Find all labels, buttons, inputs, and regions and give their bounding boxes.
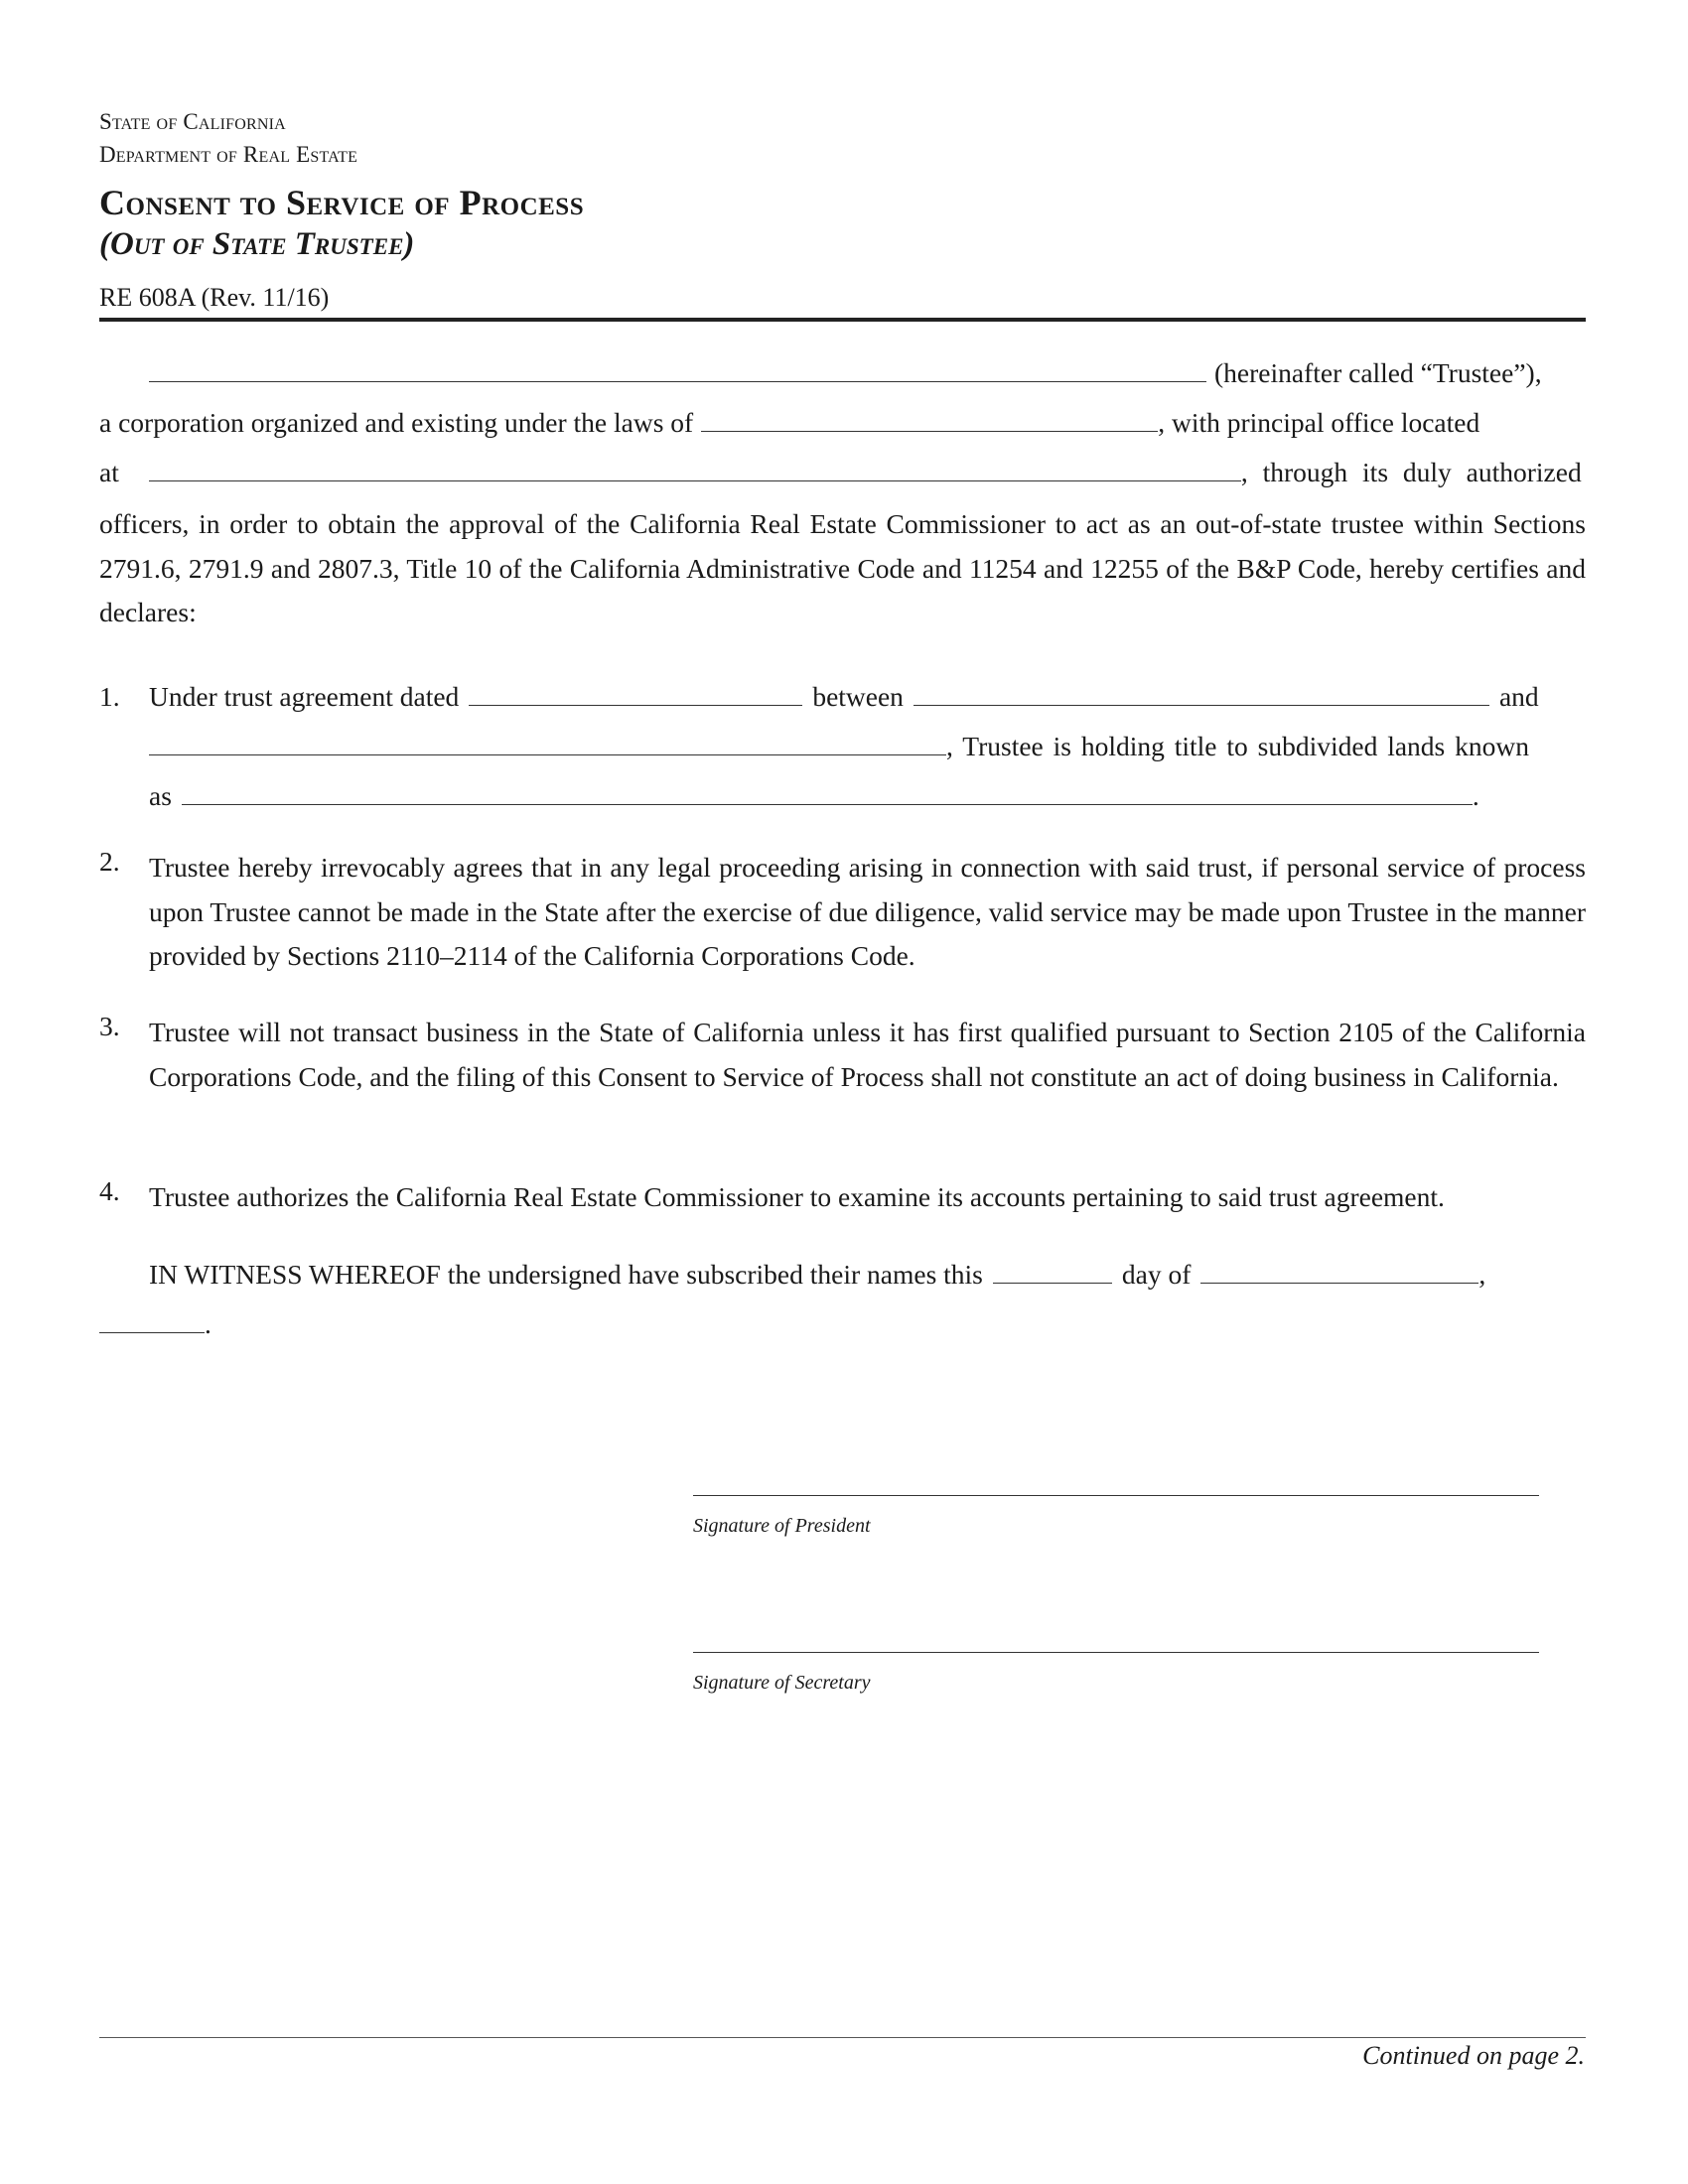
- item-3-number: 3.: [99, 1011, 120, 1041]
- intro-line-1: [149, 357, 1542, 389]
- item-1-line-1: [149, 681, 1539, 713]
- item-1-number: 1.: [99, 681, 120, 712]
- agency-department: Department of Real Estate: [99, 142, 358, 167]
- subdivision-name-field[interactable]: [182, 803, 1473, 805]
- trustee-name-field[interactable]: [149, 380, 1206, 382]
- continued-note: Continued on page 2.: [1362, 2041, 1585, 2070]
- item-1-line-3: [149, 780, 1479, 812]
- witness-text: IN WITNESS WHEREOF the undersigned have subscribed their names this: [149, 1259, 983, 1290]
- and-label: and: [1498, 681, 1539, 712]
- witness-period: .: [205, 1308, 211, 1339]
- item-1-line-2: [149, 731, 1529, 762]
- item-2-number: 2.: [99, 846, 120, 877]
- party-one-field[interactable]: [914, 704, 1489, 706]
- agency-block: [99, 105, 357, 171]
- party-two-field[interactable]: [149, 753, 946, 755]
- trust-date-field[interactable]: [469, 704, 802, 706]
- form-number: RE 608A (Rev. 11/16): [99, 283, 330, 312]
- item-1-period: .: [1472, 780, 1479, 811]
- day-of-label: day of: [1121, 1259, 1192, 1290]
- at-label: at: [99, 457, 119, 487]
- president-signature-line[interactable]: [693, 1495, 1539, 1496]
- item-4-number: 4.: [99, 1175, 120, 1206]
- witness-year-line: [99, 1308, 211, 1340]
- intro-line-2: [99, 407, 1479, 439]
- as-label: as: [149, 780, 172, 811]
- witness-line: [149, 1259, 1485, 1291]
- through-text: , through its duly authorized: [1240, 457, 1582, 487]
- witness-day-field[interactable]: [993, 1282, 1112, 1284]
- intro-body: officers, in order to obtain the approval of the California Real Estate Commissioner to act as an out-of-state trustee within Sections 2791.6, 2791.9 and 2807.3, Title 10 of the California Administrative Code and 11254 and 12255 of the B&P Code, hereby certifies and declares:: [99, 508, 1586, 627]
- secretary-signature-line[interactable]: [693, 1652, 1539, 1653]
- item-2-text: Trustee hereby irrevocably agrees that in any legal proceeding arising in connection with said trust, if personal service of process upon Trustee cannot be made in the State after the exercise of due diligence, valid service may be made upon Trustee in the manner provided by Sections 2110–2114 of the California Corporations Code.: [149, 852, 1586, 971]
- footer-rule: [99, 2037, 1586, 2038]
- witness-month-field[interactable]: [1200, 1282, 1478, 1284]
- item-4-text: Trustee authorizes the California Real Estate Commissioner to examine its accounts pertaining to said trust agreement.: [149, 1181, 1445, 1212]
- trust-dated-label: Under trust agreement dated: [149, 681, 460, 712]
- intro-line-3: [99, 457, 1582, 488]
- state-of-incorporation-field[interactable]: [701, 430, 1158, 432]
- between-label: between: [812, 681, 904, 712]
- principal-office-address-field[interactable]: [149, 479, 1241, 481]
- hereinafter-text: (hereinafter called “Trustee”),: [1214, 357, 1542, 388]
- agency-state: State of California: [99, 109, 286, 134]
- president-signature-label: Signature of President: [693, 1515, 871, 1537]
- header-rule: [99, 318, 1586, 322]
- witness-year-field[interactable]: [99, 1331, 205, 1333]
- item-3-text: Trustee will not transact business in the State of California unless it has first qualified pursuant to Section 2105 of the California Corporations Code, and the filing of this Consent to Service of Process shall not constitute an act of doing business in California.: [149, 1017, 1586, 1092]
- secretary-signature-label: Signature of Secretary: [693, 1672, 871, 1694]
- holding-title-text: , Trustee is holding title to subdivided lands known: [946, 731, 1529, 761]
- corp-prefix-text: a corporation organized and existing under the laws of: [99, 407, 694, 438]
- form-title: Consent to Service of Process: [99, 183, 585, 222]
- principal-office-text: , with principal office located: [1158, 407, 1480, 438]
- form-subtitle: (Out of State Trustee): [99, 226, 415, 262]
- witness-comma: ,: [1478, 1259, 1486, 1290]
